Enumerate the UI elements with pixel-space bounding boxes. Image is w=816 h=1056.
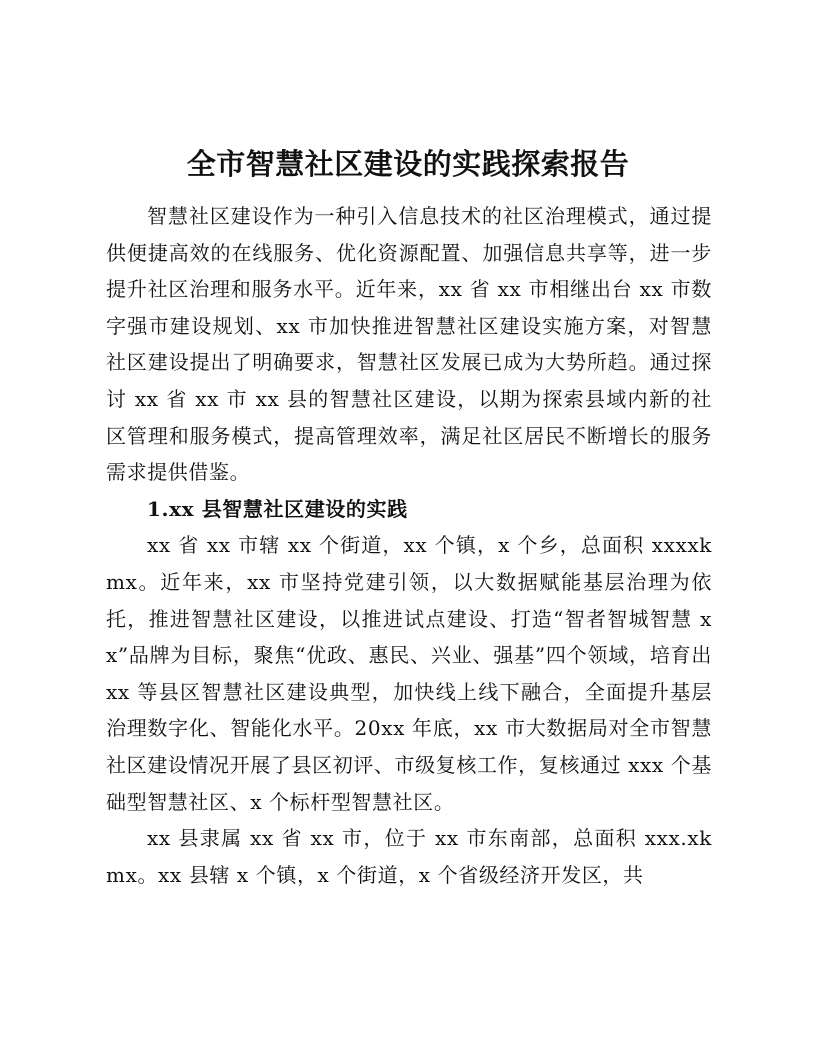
section-heading: 1.xx 县智慧社区建设的实践 xyxy=(147,496,408,521)
intro-paragraph: 智慧社区建设作为一种引入信息技术的社区治理模式，通过提供便捷高效的在线服务、优化资源配置、加强信息共享等，进一步提升社区治理和服务水平。近年来，xx 省 xx 市相继出台 xx 市数字强市建设规划、xx 市加快推进智慧社区建设实施方案，对智慧社区建设提出了明确要求，智慧社区发展已成为大势所趋。通过探讨 xx 省 xx 市 xx 县的智慧社区建设，以期为探索县域内新的社区管理和服务模式，提高管理效率，满足社区居民不断增长的服务需求提供借鉴。 xyxy=(106,204,712,485)
section-paragraph-2: xx 县隶属 xx 省 xx 市，位于 xx 市东南部，总面积 xxx.xkmx。xx 县辖 x 个镇，x 个街道，x 个省级经济开发区，共 xyxy=(106,826,712,887)
document-body xyxy=(106,198,712,893)
document-title: 全市智慧社区建设的实践探索报告 xyxy=(186,147,630,181)
section-paragraph-1: xx 省 xx 市辖 xx 个街道，xx 个镇，x 个乡，总面积 xxxxkmx。近年来，xx 市坚持党建引领，以大数据赋能基层治理为依托，推进智慧社区建设，以推进试点建设、打造“智者智城智慧 xx”品牌为目标，聚焦“优政、惠民、兴业、强基”四个领域，培育出 xx 等县区智慧社区建设典型，加快线上线下融合，全面提升基层治理数字化、智能化水平。20xx 年底，xx 市大数据局对全市智慧社区建设情况开展了县区初评、市级复核工作，复核通过 xxx 个基础型智慧社区、x 个标杆型智慧社区。 xyxy=(106,533,712,814)
